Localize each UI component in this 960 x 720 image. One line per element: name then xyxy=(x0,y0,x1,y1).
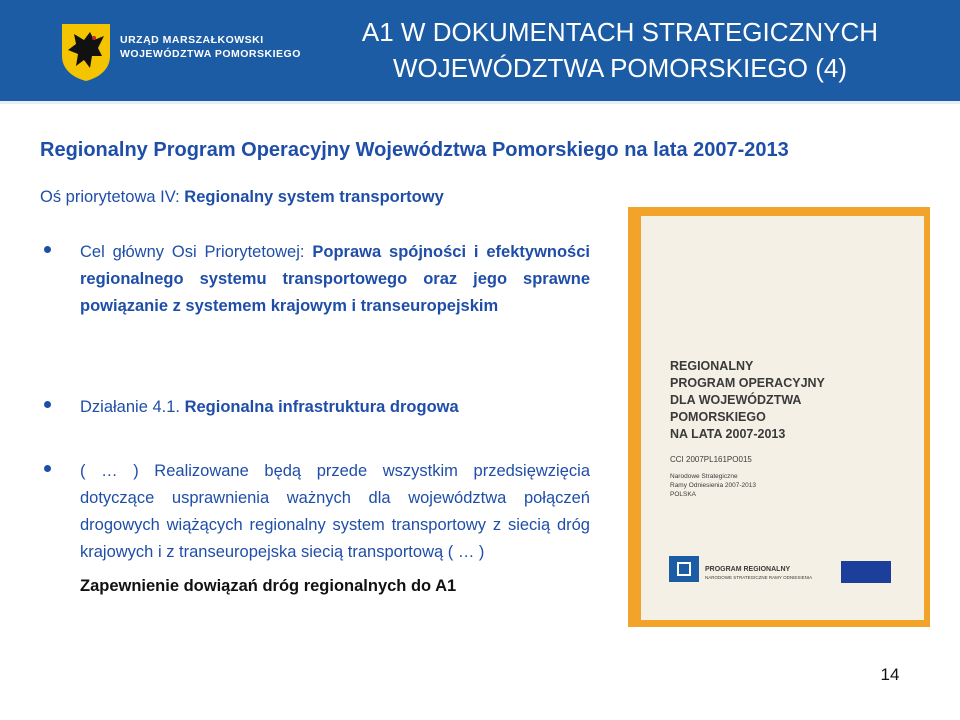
main-goal-prefix: Cel główny Osi Priorytetowej: xyxy=(80,243,313,261)
cover-title-line: PROGRAM OPERACYJNY xyxy=(670,376,825,390)
cover-title-line: REGIONALNY xyxy=(670,359,754,373)
org-name-line1: URZĄD MARSZAŁKOWSKI xyxy=(120,34,264,46)
axis-prefix: Oś priorytetowa IV: xyxy=(40,188,185,206)
cover-panel xyxy=(641,216,924,620)
cover-title-line: NA LATA 2007-2013 xyxy=(670,427,786,441)
bullet-icon xyxy=(44,465,51,472)
action-prefix: Działanie 4.1. xyxy=(80,398,185,416)
conclusion-text: Zapewnienie dowiązań dróg regionalnych do A1 xyxy=(80,577,457,595)
cover-info-line: Narodowe Strategiczne xyxy=(670,473,738,480)
priority-axis xyxy=(40,188,444,207)
bullet-main-goal xyxy=(80,239,590,320)
org-name-line2: WOJEWÓDZTWA POMORSKIEGO xyxy=(120,48,301,60)
page-title xyxy=(300,14,940,86)
cover-title xyxy=(670,358,825,443)
cover-info-line: Ramy Odniesienia 2007-2013 xyxy=(670,482,756,489)
eu-flag-icon xyxy=(841,561,891,583)
subtitle: Regionalny Program Operacyjny Województwa Pomorskiego na lata 2007-2013 xyxy=(40,139,789,161)
title-line2: WOJEWÓDZTWA POMORSKIEGO (4) xyxy=(392,53,848,83)
cover-program-sub: NARODOWE STRATEGICZNE RAMY ODNIESIENIA xyxy=(705,575,813,580)
cover-info-line: POLSKA xyxy=(670,491,697,498)
bullet-icon xyxy=(44,246,51,253)
header-divider xyxy=(0,101,960,104)
header-bar xyxy=(0,0,960,101)
crest-icon xyxy=(60,22,112,82)
action-name: Regionalna infrastruktura drogowa xyxy=(184,398,459,416)
cover-title-line: POMORSKIEGO xyxy=(670,410,766,424)
quote-text: ( … ) Realizowane będą przede wszystkim przedsięwzięcia dotyczące usprawnienia ważnych dla województwa połączeń drogowych wiążących regionalny system transportowy z siecią dróg krajowych i z transeuropejska siecią transportową ( … ) xyxy=(80,462,590,561)
bullet-quote xyxy=(80,458,590,600)
program-logo-mark xyxy=(677,562,691,576)
bullet-icon xyxy=(44,401,51,408)
main-goal-text: Poprawa spójności i efektywności regionalnego systemu transportowego oraz jego sprawne powiązanie z systemem krajowym i transeuropejskim xyxy=(80,243,590,315)
cover-program-label: PROGRAM REGIONALNY xyxy=(705,566,791,573)
cover-code: CCI 2007PL161PO015 xyxy=(670,455,752,464)
page-number: 14 xyxy=(880,665,900,684)
logo xyxy=(60,22,301,82)
axis-name: Regionalny system transportowy xyxy=(184,188,444,206)
cover-title-line: DLA WOJEWÓDZTWA xyxy=(670,393,802,407)
title-line1: A1 W DOKUMENTACH STRATEGICZNYCH xyxy=(361,17,879,47)
bullet-action xyxy=(80,394,590,421)
document-cover-image xyxy=(628,207,930,627)
